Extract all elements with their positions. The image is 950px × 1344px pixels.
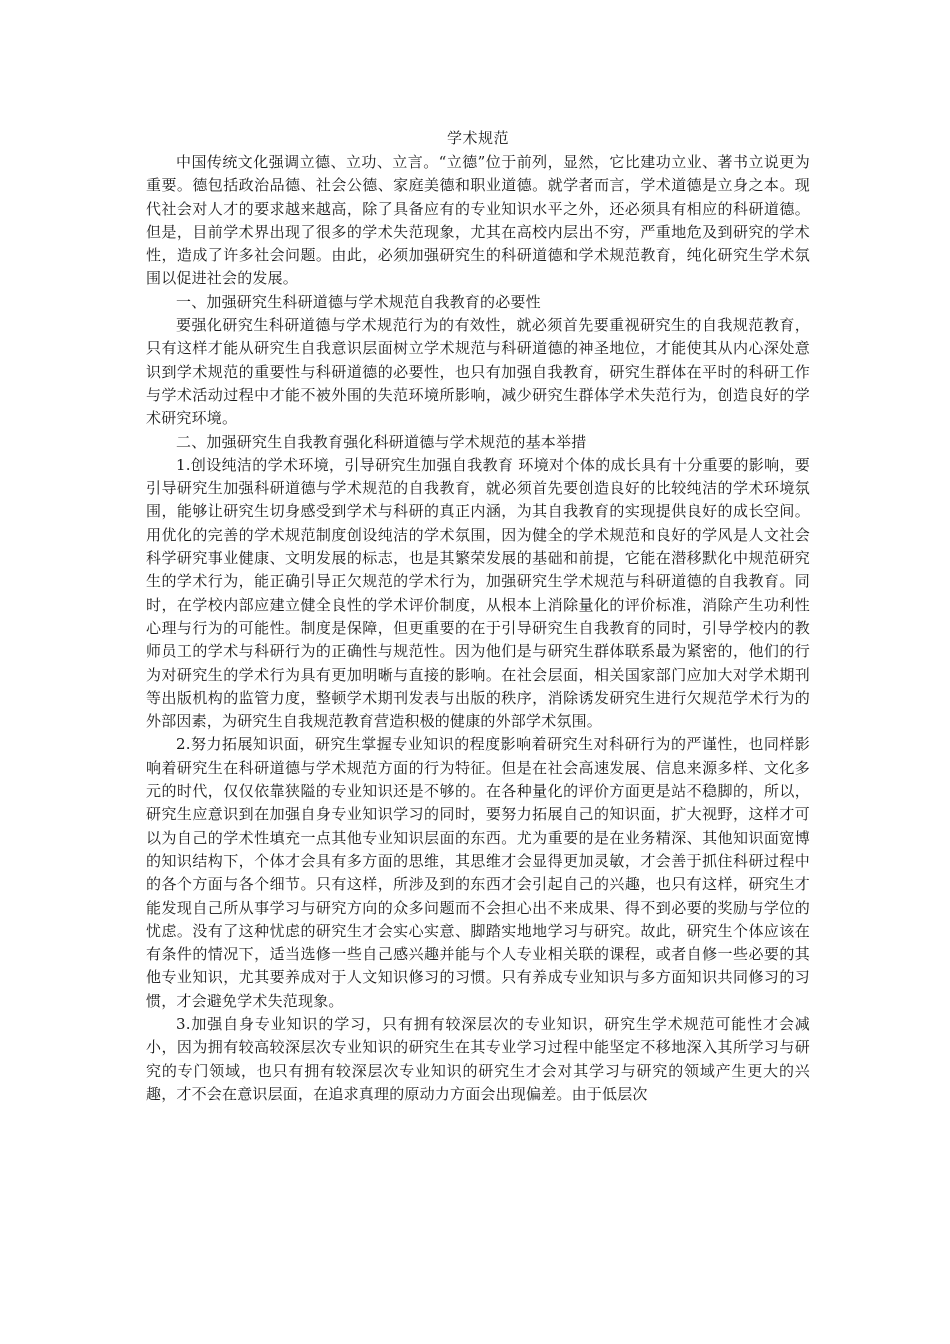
paragraph-necessity: 要强化研究生科研道德与学术规范行为的有效性，就必须首先要重视研究生的自我规范教育，只有这样才能从研究生自我意识层面树立学术规范与科研道德的神圣地位，才能使其从内心深处意识到学术规范的重要性与科研道德的必要性，也只有加强自我教育，研究生群体在平时的科研工作与学术活动过程中才能不被外围的失范环境所影响，减少研究生群体学术失范行为，创造良好的学术研究环境。 — [146, 316, 810, 428]
document-title: 学术规范 — [446, 129, 509, 147]
section-heading-2: 二、加强研究生自我教育强化科研道德与学术规范的基本举措 — [176, 432, 587, 451]
paragraph-measure-2: 2.努力拓展知识面，研究生掌握专业知识的程度影响着研究生对科研行为的严谨性，也同样影响着研究生在科研道德与学术规范方面的行为特征。但是在社会高速发展、信息来源多样、文化多元的时代，仅仅依靠狭隘的专业知识还是不够的。在各种量化的评价方面更是站不稳脚的，所以，研究生应意识到在加强自身专业知识学习的同时，要努力拓展自己的知识面，扩大视野，这样才可以为自己的学术性填充一点其他专业知识层面的东西。尤为重要的是在业务精深、其他知识面宽博的知识结构下，个体才会具有多方面的思维，其思维才会显得更加灵敏，才会善于抓住科研过程中的各个方面与各个细节。只有这样，所涉及到的东西才会引起自己的兴趣，也只有这样，研究生才能发现自己所从事学习与研究方向的众多问题而不会担心出不来成果、得不到必要的奖励与学位的忧虑。没有了这种忧虑的研究生才会实心实意、脚踏实地地学习与研究。故此，研究生个体应该在有条件的情况下，适当选修一些自己感兴趣并能与个人专业相关联的课程，或者自修一些必要的其他专业知识，尤其要养成对于人文知识修习的习惯。只有养成专业知识与多方面知识共同修习的习惯，才会避免学术失范现象。 — [146, 735, 810, 1010]
paragraph-measure-1: 1.创设纯洁的学术环境，引导研究生加强自我教育 环境对个体的成长具有十分重要的影响，要引导研究生加强科研道德与学术规范的自我教育，就必须首先要创造良好的比较纯洁的学术环境氛围，能够让研究生切身感受到学术与科研的真正内涵，为其自我教育的实现提供良好的成长空间。用优化的完善的学术规范制度创设纯洁的学术氛围，因为健全的学术规范和良好的学风是人文社会科学研究事业健康、文明发展的标志，也是其繁荣发展的基础和前提，它能在潜移默化中规范研究生的学术行为，能正确引导正欠规范的学术行为，加强研究生学术规范与科研道德的自我教育。同时，在学校内部应建立健全良性的学术评价制度，从根本上消除量化的评价标准，消除产生功利性心理与行为的可能性。制度是保障，但更重要的在于引导研究生自我教育的同时，引导学校内的教师员工的学术与科研行为的正确性与规范性。因为他们是与研究生群体联系最为紧密的，他们的行为对研究生的学术行为具有更加明晰与直接的影响。在社会层面，相关国家部门应加大对学术期刊等出版机构的监管力度，整顿学术期刊发表与出版的秩序，消除诱发研究生进行欠规范学术行为的外部因素，为研究生自我规范教育营造积极的健康的外部学术氛围。 — [146, 455, 810, 731]
section-heading-1: 一、加强研究生科研道德与学术规范自我教育的必要性 — [176, 292, 541, 311]
paragraph-measure-3: 3.加强自身专业知识的学习，只有拥有较深层次的专业知识，研究生学术规范可能性才会减小，因为拥有较高较深层次专业知识的研究生在其专业学习过程中能坚定不移地深入其所学习与研究的专门领域，也只有拥有较深层次专业知识的研究生才会对其学习与研究的领域产生更大的兴趣，才不会在意识层面，在追求真理的原动力方面会出现偏差。由于低层次 — [146, 1014, 810, 1103]
document-page — [146, 126, 810, 1106]
paragraph-intro: 中国传统文化强调立德、立功、立言。“立德”位于前列，显然，它比建功立业、著书立说更为重要。德包括政治品德、社会公德、家庭美德和职业道德。就学者而言，学术道德是立身之本。现代社会对人才的要求越来越高，除了具备应有的专业知识水平之外，还必须具有相应的科研道德。但是，目前学术界出现了很多的学术失范现象，尤其在高校内层出不穷，严重地危及到研究的学术性，造成了许多社会问题。由此，必须加强研究生的科研道德和学术规范教育，纯化研究生学术氛围以促进社会的发展。 — [146, 153, 810, 288]
